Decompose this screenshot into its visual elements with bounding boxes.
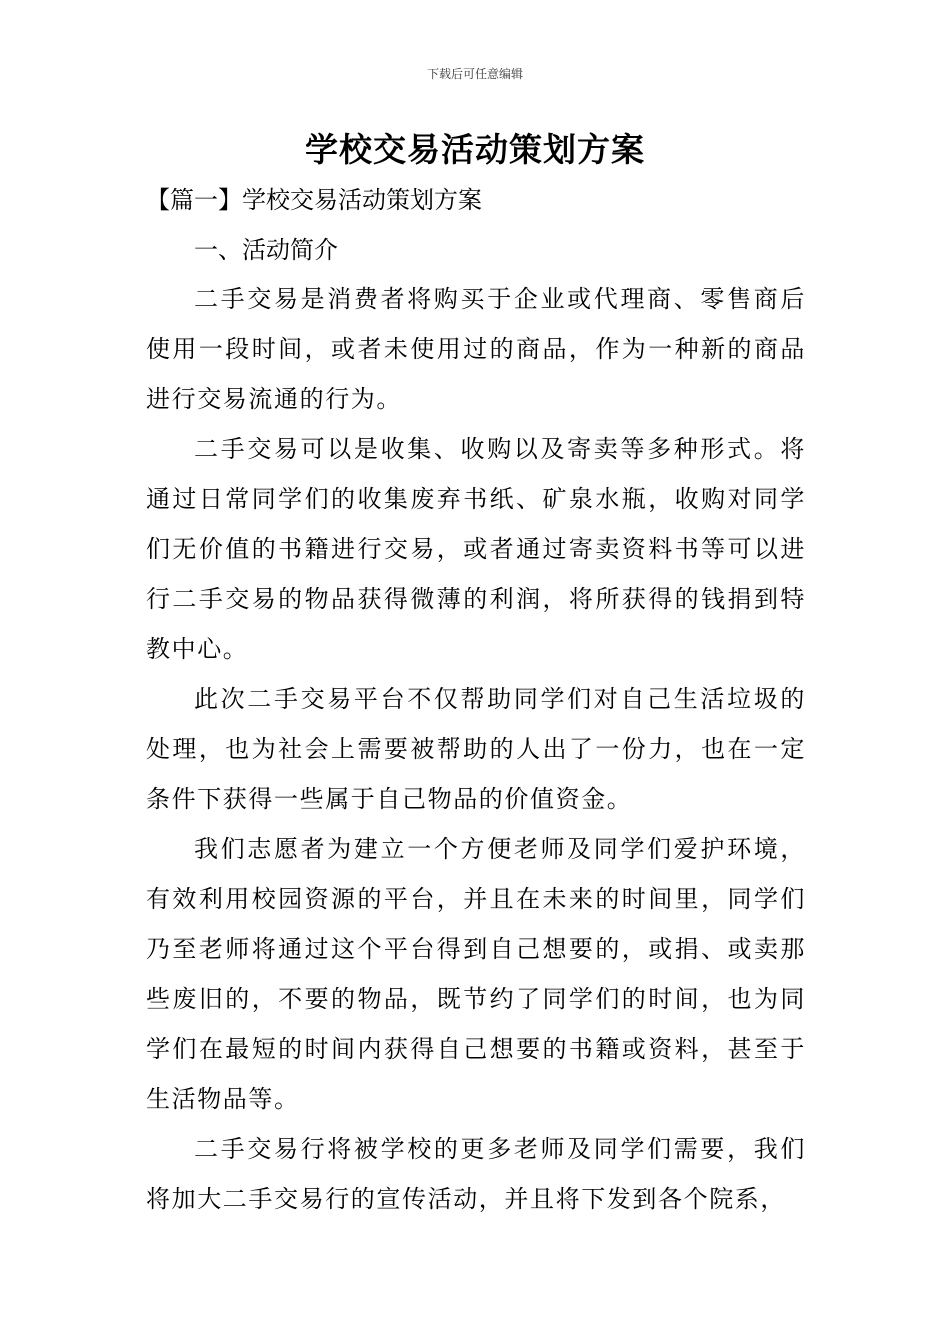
header-note: 下载后可任意编辑 bbox=[426, 67, 523, 81]
paragraph: 二手交易是消费者将购买于企业或代理商、零售商后使用一段时间，或者未使用过的商品，作为一种新的商品进行交易流通的行为。 bbox=[146, 285, 806, 413]
document-body bbox=[146, 176, 806, 1224]
paragraph: 二手交易行将被学校的更多老师及同学们需要，我们将加大二手交易行的宣传活动，并且将下发到各个院系， bbox=[146, 1135, 806, 1213]
paragraph: 我们志愿者为建立一个方便老师及同学们爱护环境，有效利用校园资源的平台，并且在未来的时间里，同学们乃至老师将通过这个平台得到自己想要的，或捐、或卖那些废旧的，不要的物品，既节约了同学们的时间，也为同学们在最短的时间内获得自己想要的书籍或资料，甚至于生活物品等。 bbox=[146, 835, 806, 1113]
paragraph: 此次二手交易平台不仅帮助同学们对自己生活垃圾的处理，也为社会上需要被帮助的人出了一份力，也在一定条件下获得一些属于自己物品的价值资金。 bbox=[146, 685, 806, 813]
paragraph: 二手交易可以是收集、收购以及寄卖等多种形式。将通过日常同学们的收集废弃书纸、矿泉水瓶，收购对同学们无价值的书籍进行交易，或者通过寄卖资料书等可以进行二手交易的物品获得微薄的利润，将所获得的钱捐到特教中心。 bbox=[146, 435, 806, 663]
section-heading: 一、活动简介 bbox=[194, 236, 338, 264]
document-title: 学校交易活动策划方案 bbox=[305, 130, 645, 169]
part-heading: 【篇一】学校交易活动策划方案 bbox=[146, 186, 482, 214]
